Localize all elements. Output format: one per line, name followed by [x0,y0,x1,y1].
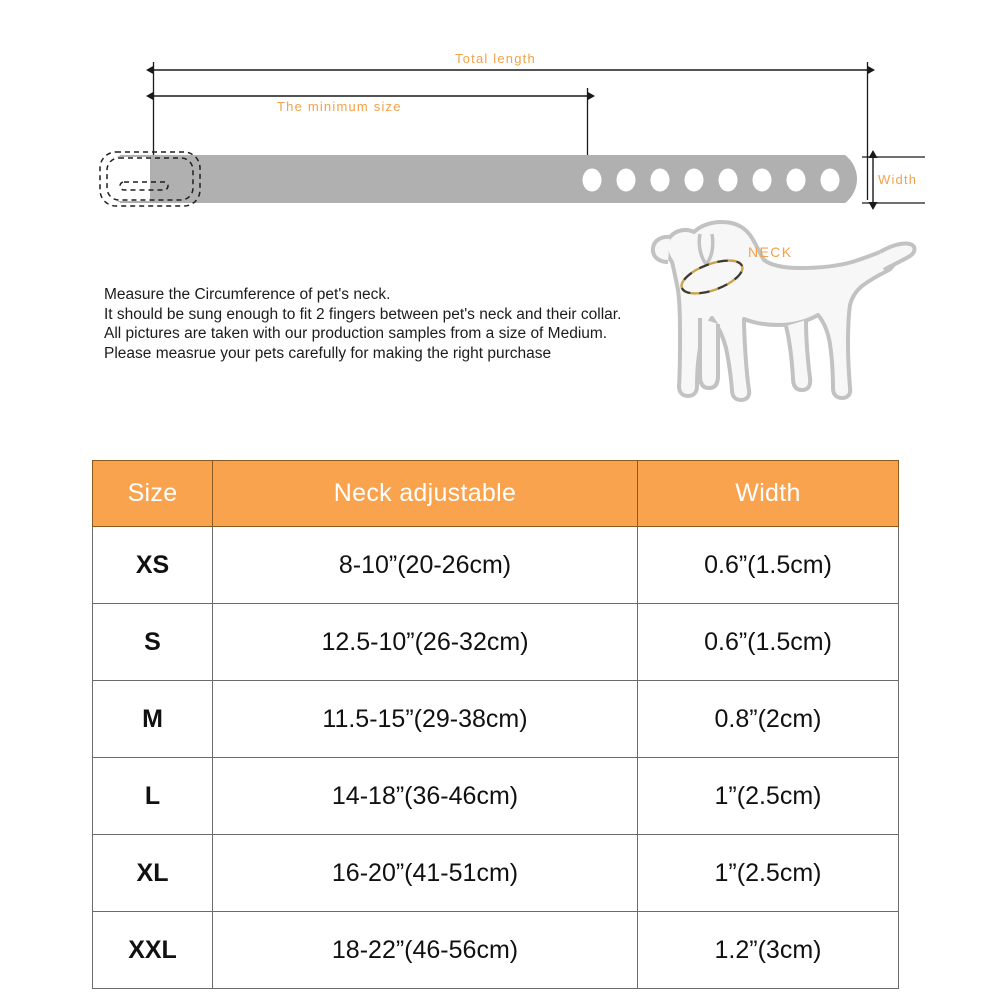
instruction-line-3: All pictures are taken with our production samples from a size of Medium. [104,325,608,342]
table-row [93,758,899,835]
instruction-line-4: Please measrue your pets carefully for making the right purchase [104,344,552,362]
cell-width: 0.6”(1.5cm) [638,604,899,681]
cell-size: XXL [93,912,213,989]
total-length-label: Total length [455,51,536,66]
cell-neck: 8-10”(20-26cm) [213,527,638,604]
cell-size: XL [93,835,213,912]
cell-width: 1”(2.5cm) [638,758,899,835]
table-row [93,835,899,912]
cell-width: 1.2”(3cm) [638,912,899,989]
cell-size: S [93,604,213,681]
cell-width: 0.8”(2cm) [638,681,899,758]
cell-size: L [93,758,213,835]
instruction-line-1: Measure the Circumference of pet's neck. [104,286,391,303]
cell-width: 1”(2.5cm) [638,835,899,912]
table-row [93,681,899,758]
cell-neck: 16-20”(41-51cm) [213,835,638,912]
table-row [93,912,899,989]
cell-size: XS [93,527,213,604]
size-chart-header [93,461,899,527]
collar-diagram [0,0,1000,430]
column-header-neck: Neck adjustable [213,461,638,527]
cell-width: 0.6”(1.5cm) [638,527,899,604]
cell-neck: 18-22”(46-56cm) [213,912,638,989]
column-header-width: Width [638,461,899,527]
neck-label: NECK [748,244,793,260]
cell-neck: 11.5-15”(29-38cm) [213,681,638,758]
instruction-line-2: It should be sung enough to fit 2 fingers between pet's neck and their collar. [104,305,622,323]
measurement-instructions [104,285,684,363]
column-header-size: Size [93,461,213,527]
table-header-row [93,461,899,527]
cell-size: M [93,681,213,758]
table-row [93,604,899,681]
cell-neck: 14-18”(36-46cm) [213,758,638,835]
width-label: Width [878,172,918,187]
size-chart-body [93,527,899,989]
minimum-size-label: The minimum size [277,99,402,114]
size-chart-table [92,460,899,989]
table-row [93,527,899,604]
collar-strap [106,155,857,203]
cell-neck: 12.5-10”(26-32cm) [213,604,638,681]
